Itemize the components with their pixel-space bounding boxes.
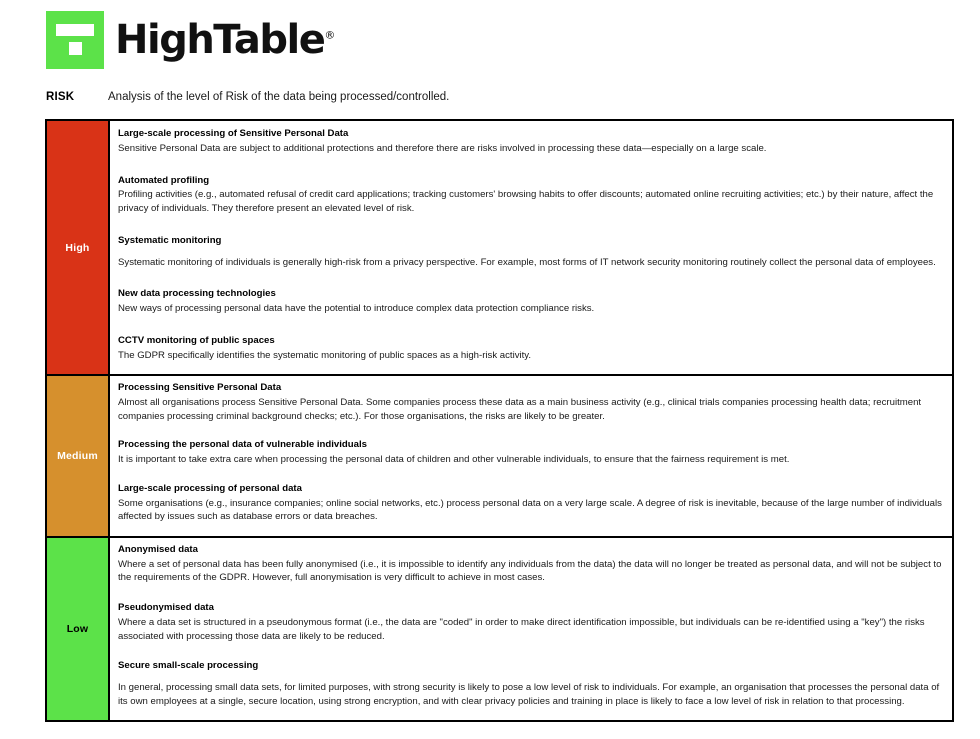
item-body: The GDPR specifically identifies the systematic monitoring of public spaces as a high-risk activity. [118,349,532,361]
risk-caption-text: Analysis of the level of Risk of the data being processed/controlled. [108,91,450,103]
risk-level-table [45,119,954,722]
registered-trademark-icon: ® [324,28,336,42]
item-body: New ways of processing personal data have the potential to introduce complex data protection compliance risks. [118,303,595,315]
list-item [118,334,944,363]
item-title: Anonymised data [118,543,198,555]
brand-header [46,11,335,69]
item-body: Where a set of personal data has been fully anonymised (i.e., it is impossible to identify any individuals from the data) the data will no longer be treated as personal data, and will not be subject to the requirements of the GDPR. However, full anonymisation is very difficult to achieve in most cases. [118,558,942,584]
list-item [118,601,944,643]
list-item [118,127,944,156]
item-title: Large-scale processing of personal data [118,482,302,494]
item-body: Systematic monitoring of individuals is generally high-risk from a privacy perspective. For example, most forms of IT network security monitoring routinely collect the personal data of employees. [118,256,936,268]
item-title: Pseudonymised data [118,602,214,614]
item-title: CCTV monitoring of public spaces [118,334,275,346]
risk-details-low [110,538,952,720]
list-item [118,543,944,585]
risk-details-medium [110,376,952,536]
table-row-low [47,538,952,720]
item-body: In general, processing small data sets, for limited purposes, with strong security is likely to pose a low level of risk to individuals. For example, an organisation that processes the personal data of its own employees at a single, secure location, using strong encryption, and with clear privacy policies and training in place is likely to face a low level of risk in relation to that processing. [118,682,940,707]
item-body: Where a data set is structured in a pseudonymous format (i.e., the data are "coded" in order to make direct identification impossible, but individuals can be re-identified using a "key") the risks associated with processing those data are likely to be reduced. [118,616,925,642]
item-body: Profiling activities (e.g., automated refusal of credit card applications; tracking customers' browsing habits to offer discounts; automated online recruiting activities; etc.) by their nature, affect the privacy of individuals. They therefore present an elevated level of risk. [118,189,934,215]
brand-name-text: HighTable [115,17,325,63]
list-item [118,482,944,524]
item-body: It is important to take extra care when processing the personal data of children and other vulnerable individuals, to ensure that the fairness requirement is met. [118,454,790,466]
list-item [118,174,944,216]
list-item [118,287,944,316]
risk-level-label-low: Low [47,538,110,720]
item-title: Systematic monitoring [118,234,222,246]
list-item [118,438,944,467]
table-row-medium [47,376,952,538]
list-item [118,234,944,270]
risk-caption-key: RISK [46,91,75,103]
table-row-high [47,121,952,376]
item-title: Automated profiling [118,174,210,186]
risk-level-label-medium: Medium [47,376,110,536]
item-title: Large-scale processing of Sensitive Personal Data [118,128,349,139]
item-body: Almost all organisations process Sensitive Personal Data. Some companies process these data as a main business activity (e.g., clinical trials companies processing health data; recruitment companies processing criminal background checks; etc.). For those organisations, the risks are likely to be greater. [118,397,922,422]
list-item [118,659,944,708]
item-body: Some organisations (e.g., insurance companies; online social networks, etc.) process personal data on a very large scale. A degree of risk is inevitable, because of the large number of individuals affected by issues such as database errors or data breaches. [118,497,942,523]
hightable-logo-mark-icon [46,11,104,69]
item-body: Sensitive Personal Data are subject to additional protections and therefore there are risks involved in processing these data—especially on a large scale. [118,142,767,154]
logo-bar-shape [56,24,94,36]
item-title: Processing the personal data of vulnerable individuals [118,439,367,451]
brand-wordmark [115,17,336,63]
logo-square-shape [69,42,82,55]
item-title: Processing Sensitive Personal Data [118,382,282,394]
item-title: Secure small-scale processing [118,660,259,672]
list-item [118,381,944,423]
risk-caption-row [46,91,954,103]
risk-details-high [110,121,952,374]
item-title: New data processing technologies [118,288,276,300]
risk-level-label-high: High [47,121,110,374]
